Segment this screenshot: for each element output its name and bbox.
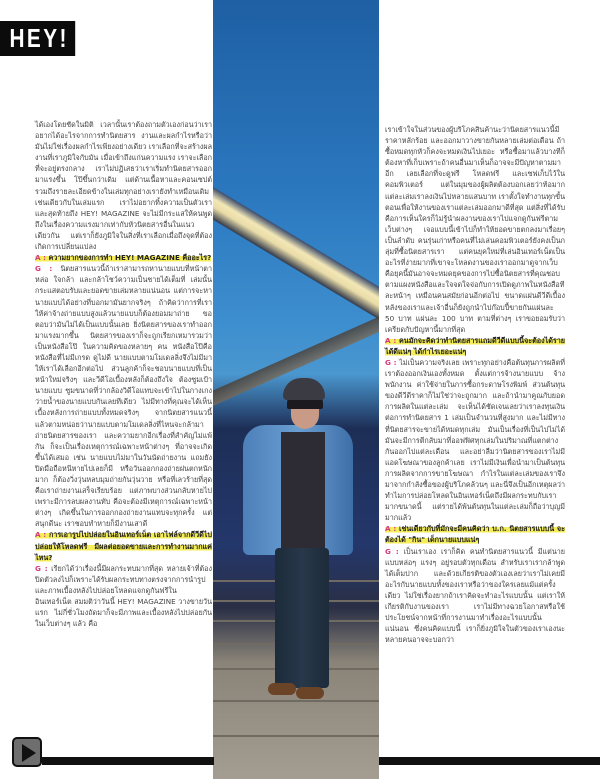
question-prefix: A : xyxy=(35,530,47,540)
question-prefix: A : xyxy=(385,335,397,345)
model-figure xyxy=(213,0,379,779)
article-column-left xyxy=(35,119,212,629)
play-button[interactable] xyxy=(12,737,42,767)
answer-prefix: G : xyxy=(35,563,48,573)
answer-prefix: G : xyxy=(35,264,53,274)
boot xyxy=(296,687,324,699)
play-icon xyxy=(22,744,36,762)
answer-prefix: G : xyxy=(385,546,399,556)
question-text: การเอารูปไปปล่อยในอินเทอร์เน็ต เอาไฟล์จากดีวีดีไปปล่อยให้โหลดฟรี มีผลต่อยอดขายและการทำงานมากแค่ไหน? xyxy=(35,530,212,562)
question-text: คนมักจะคิดว่าทำนิตยสารแถมดีวีดีแบบนี้จะต้องได้รายได้ดีแน่ๆ ได้กำไรเยอะแน่ๆ xyxy=(385,335,565,356)
answer-paragraph xyxy=(385,357,565,523)
answer-text: เรียกได้ว่าเรื่องนี้มีผลกระทบมากที่สุด หลายเจ้าที่ต้องปิดตัวลงไปก็เพราะได้รับผลกระทบทางตรงจากการนำรูปและภาพเบื้องหลังไปปล่อยโหลดแจกดูกันฟรีในอินเทอร์เน็ต สมมติว่าวันนี้ HEY! MAGAZINE วางขายวันแรก ไม่กี่ชั่วโมงถัดมาก็จะมีภาพและเบื้องหลังไปปล่อยกันในเว็บต่างๆ แล้ว คือ xyxy=(35,563,212,629)
body-paragraph: เราเข้าใจในส่วนของผู้บริโภคสินค้านะว่านิตยสารแนวนี้มีราคาหลักร้อย และออกมาวางขายกันหลายเล่มต่อเดือน ถ้าซื้อหมดทุกหัวก็คงจะหมดเงินไปเยอะ หรือซื้อมาแล้วบางทีก็ต้องหาที่เก็บเพราะถ้าคนอื่นมาเห็นก็อาจจะมีปัญหาตามมาอีก เลยเลือกที่จะดูฟรี โหลดฟรี และเซฟเก็บไว้ในคอมพิวเตอร์ แต่ในมุมของผู้ผลิตต้องบอกเลยว่าท้อมาก แต่ละเล่มเราลงเงินไปหลายแสนบาท เราตั้งใจทำงานทุกขั้นตอนเพื่อให้งานของเราแต่ละเล่มออกมาดีที่สุด แต่สิ่งที่ได้รับคือการเห็นใครก็ไม่รู้นำผลงานของเราไปแจกดูกันฟรีตามเว็บต่างๆ เจอแบบนี้เข้าไปก็ทำให้ยอดขายตกลงมาเรื่อยๆ เป็นลำดับ คนรุ่นเก่าหรือคนที่ไม่เล่นคอมพิวเตอร์ยังคงเป็นกลุ่มที่ซื้อนิตยสารเรา แต่คนยุคใหม่ที่เล่นอินเทอร์เน็ตเป็นอะไรที่ง่ายมากที่เขาจะโหลดงานของเราออกมาดูจากเว็บ คือยุคนี้มันอาจจะหมดยุคของการไปซื้อนิตยสารที่คุณชอบตามแผงหนังสือและใจจดใจจ่อกับการเปิดดูภาพในหนังสือทีละหน้าๆ เหมือนคนสมัยก่อนอีกต่อไป ขนาดแผ่นดีวีดีเบื้องหลังของเราและเจ้าอื่นก็ยังถูกนำไปก๊อบปี้ขายกันแผ่นละ 50 บาท แผ่นละ 100 บาท ตามที่ต่างๆ เราขอยอมรับว่าเครียดกับปัญหานี้มากที่สุด xyxy=(385,125,565,334)
jeans xyxy=(275,548,329,688)
question-prefix: A : xyxy=(385,524,397,534)
question-text: ความยากของการทำ HEY! MAGAZINE คืออะไร? xyxy=(48,253,212,263)
question-prefix: A : xyxy=(35,253,46,263)
answer-paragraph xyxy=(35,263,212,529)
answer-text: ไม่เป็นความจริงเลย เพราะทุกอย่างคือต้นทุนการผลิตที่เราต้องออกเงินเองทั้งหมด ตั้งแต่การจ้างนายแบบ จ้างพนักงาน ค่าใช้จ่ายในการซื้อกระดาษโรงพิมพ์ ส่วนต้นทุนของดีวีดีราคาก็ไม่ใช่ว่าจะถูกมาก และถ้านำมาคูณกับยอดการผลิตในแต่ละเล่ม จะเห็นได้ชัดเจนเลยว่าเราลงทุนเงินต่อการทำนิตยสาร 1 เล่มเป็นจำนวนที่สูงมาก และไม่มีทางที่นิตยสารจะขายได้หมดทุกเล่ม มันเป็นเรื่องที่เป็นไปไม่ได้ มันจะมีการตีกลับมาที่ออฟฟิศทุกเล่มในปริมาณที่แตกต่างกันออกไปแต่ละเดือน และอย่าลืมว่านิตยสารของเราไม่มีแอดโฆษณาของลูกค้าเลย เราไม่มีเงินเพื่อนำมาเป็นต้นทุนการผลิตจากการขายโฆษณา กำไรในแต่ละเล่มของเราจึงมาจากกำลังซื้อของผู้บริโภคล้วนๆ และนี่จึงเป็นอีกเหตุผลว่าทำไมการปล่อยโหลดในอินเทอร์เน็ตถึงมีผลกระทบกับเรามากขนาดนี้ แต่รายได้พ้นต้นทุนในแต่ละเล่มก็ถือว่าบุญมีมากแล้ว xyxy=(385,357,565,523)
question-heading xyxy=(385,523,565,545)
body-paragraph: ได้เองโดยชัดในมิติ เวลานั้นเราต้องถามตัวเองก่อนว่าเราอยากได้อะไรจากการทำนิตยสาร งานและผลกำไรหรือว่ามันไม่ใช่เรื่องผลกำไรเพียงอย่างเดียว เราเลือกที่จะสร้างผลงานที่เราภูมิใจกับมัน เมื่อเข้าถึงแก่นความแรง เราจะเลือกที่จะอยู่ตรงกลาง เราไม่ปฏิเสธว่าเราเริ่มทำนิตยสารออกมาแรงขึ้น โป๊ขึ้นกว่าเดิม แต่ด้านเนื้อหาและคอนเซปต์ รวมถึงรายละเอียดข้างในเล่มทุกอย่างเรายังทำเหมือนเดิมเช่นเดียวกับในเล่มแรก เราไม่อยากทิ้งความเป็นตัวเรา และสุดท้ายถึง HEY! MAGAZINE จะไม่มีกระแสให้คนพูดถึงในเรื่องความแรงมากเท่ากับหัวนิตยสารอื่นในแนวเดียวกัน แต่เราก็ยังภูมิใจในสิ่งที่เราเลือกเมื่อถึงจุดที่ต้องเกิดการเปลี่ยนแปลง xyxy=(35,120,212,252)
question-heading xyxy=(35,252,212,263)
answer-text: เป็นเราเอง เราก็คิด คนทำนิตยสารแนวนี้ มีแต่นายแบบหล่อๆ แรงๆ อยู่รอบตัวทุกเดือน สำหรับเราเรากล้าพูดได้เต็มปาก และด้วยเกียรติของตัวเองเลยว่าเราไม่เคยมีอะไรกับนายแบบทั้งของเราหรือว่าของใครเลยแม้แต่ครั้งเดียว ไม่ใช่เรื่องยากถ้าเราคิดจะทำอะไรแบบนั้น แต่เราให้เกียรติกับงานของเรา เราไม่มีทางฉวยโอกาสหรือใช้ประโยชน์จากหน้าที่การงานมาทำเรื่องอะไรแบบนั้นแน่นอน ซึ่งคนคิดแบบนี้ เราก็ยิ่งภูมิใจในตัวของเราเองนะ หลายคนอาจจะบอกว่า xyxy=(385,546,565,645)
question-text: เช่นเดียวกับที่มักจะมีคนคิดว่า บ.ก. นิตยสารแบบนี้ จะต้องได้ "กิน" เด็กนายแบบแน่ๆ xyxy=(385,524,565,545)
article-column-right xyxy=(385,124,565,645)
footer-rule-right xyxy=(379,757,600,765)
question-heading xyxy=(385,335,565,357)
section-label: HEY! xyxy=(0,21,75,56)
footer-rule-left xyxy=(42,757,214,765)
feature-photo xyxy=(213,0,379,779)
answer-prefix: G : xyxy=(385,357,397,367)
answer-paragraph xyxy=(385,546,565,646)
boot xyxy=(268,683,296,695)
hat xyxy=(283,378,325,400)
shirt xyxy=(281,432,325,552)
question-heading xyxy=(35,529,212,562)
answer-text: นิตยสารแนวนี้ถ้าเราสามารถหานายแบบที่หน้าตาหล่อ ใจกล้า และกล้าโชว์ความเป็นชายได้เต็มที่ เล่มนั้นกระแสตอบรับและยอดขายเล่มหลายแน่นอน แต่การจะหานายแบบได้อย่างที่บอกมามันยากจริงๆ ถ้าคิดว่าการที่เราให้ค่าจ้างถ่ายแบบสูงแล้วนายแบบก็ต้องยอมมาถ่าย ขอตอบว่ามันไม่ได้เป็นแบบนั้นเลย ยิ่งนิตยสารของเราทำออกมาแรงมากขึ้น นิตยสารของเราก็จะถูกเรียกเหมารวมว่าเป็นหนังสือโป๊ ในความคิดของหลายๆ คน หนังสือโป๊คือหนังสือที่ไม่มีเกรด ดูไม่ดี นายแบบตามโมเดลลิ่งจึงไม่มีมาให้เราได้เลือกอีกต่อไป ส่วนลูกค้าก็จะชอบนายแบบที่เป็นหน้าใหม่จริงๆ และวีดีโอเบื้องหลังก็ต้องถึงใจ ต้องซูมเป้านายแบบ ซูมขนาดที่ว่ากล้องวิดีโอแทบจะเข้าไปในกางเกงว่ายน้ำของนายแบบกันเลยทีเดียว ไม่มีทางที่คุณจะได้เห็นเบื้องหลังการถ่ายแบบทั้งหมดจริงๆ จากนิตยสารแนวนี้ แล้วตามหน่อยว่านายแบบตามโมเดลลิ่งที่ไหนจะกล้ามาถ่ายนิตยสารของเรา และความยากอีกเรื่องที่สำคัญไม่แพ้กัน ก็จะเป็นเรื่องเหตุการณ์เฉพาะหน้าต่างๆ ที่อาจจะเกิดขึ้นได้เสมอ เช่น นายแบบไม่มาในวันนัดถ่ายงาน แถมยังปิดมือถือหนีหายไปเลยก็มี หรือวันออกกองถ่ายฝนตกหนักมาก ก็ต้องวิ่งวุ่นหลบมุมถ่ายกันวุ่นวาย หรือที่เลวร้ายที่สุดคือเราถ่ายงานเสร็จเรียบร้อย แต่ภาพบางส่วนกลับหายไปเพราะมีการลบผลงานทับ คือจะต้องมีเหตุการณ์เฉพาะหน้าต่างๆ เกิดขึ้นในการออกกองถ่ายงานแทบจะทุกครั้ง แต่สนุกดีนะ เราชอบทำหายก็มีงานเสาดี xyxy=(35,264,212,529)
answer-paragraph xyxy=(35,563,212,630)
